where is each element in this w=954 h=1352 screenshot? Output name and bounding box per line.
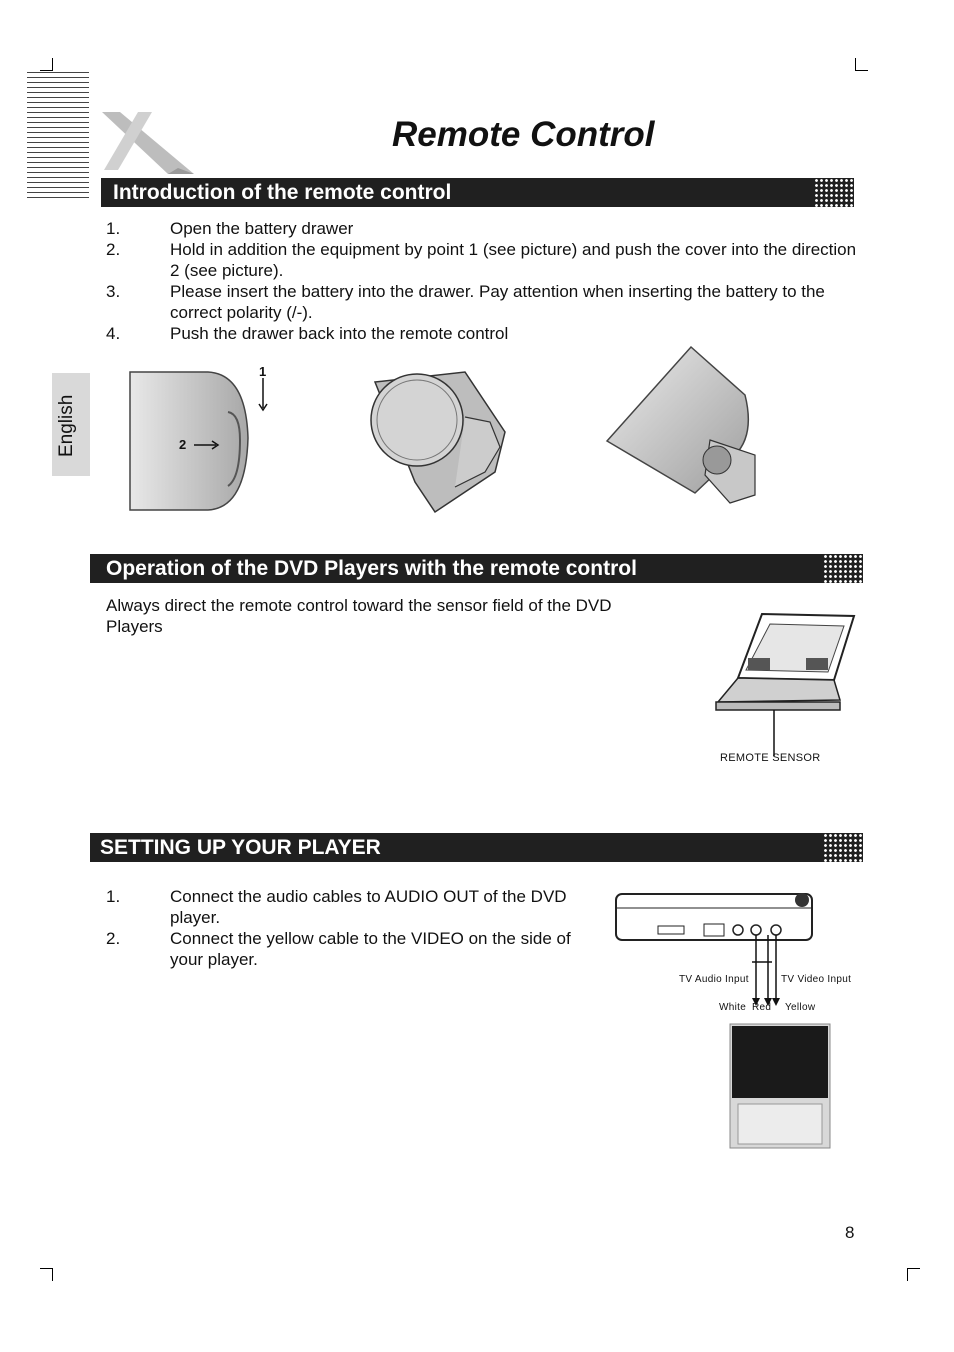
section-heading-setup (90, 833, 863, 862)
remote-sensor-label: REMOTE SENSOR (720, 752, 821, 764)
tv-audio-input-label: TV Audio Input (679, 974, 749, 985)
step-number: 4. (106, 324, 121, 343)
heading-dot-pattern (823, 554, 863, 583)
section-heading-operation-text: Operation of the DVD Players with the remote control (106, 557, 637, 580)
crop-mark-bottom-right (907, 1268, 920, 1281)
step-text: Connect the yellow cable to the VIDEO on the side of your player. (170, 929, 571, 969)
step-number: 1. (106, 219, 121, 238)
figure-label-point1: 1 (259, 364, 267, 379)
tv-video-input-label: TV Video Input (781, 974, 852, 985)
heading-dot-pattern (823, 833, 863, 862)
step-text: Hold in addition the equipment by point 1 (see picture) and push the cover into the direction 2 (see picture). (170, 240, 857, 280)
section-heading-setup-text: SETTING UP YOUR PLAYER (100, 836, 381, 859)
language-tab (52, 373, 90, 476)
remote-open-drawer-illustration (605, 345, 770, 505)
section-heading-intro (101, 178, 854, 207)
page-number: 8 (845, 1223, 855, 1242)
language-tab-label: English (56, 394, 77, 457)
yellow-cable-label: Yellow (785, 1002, 816, 1013)
page-title: Remote Control (392, 115, 655, 154)
operation-body-text: Always direct the remote control toward the sensor field of the DVD Players (106, 596, 612, 636)
battery-drawer-illustration (355, 362, 520, 514)
decorative-stripes (27, 72, 89, 198)
figure-label-point2: 2 (179, 437, 187, 452)
step-number: 2. (106, 929, 121, 948)
white-cable-label: White (719, 1002, 747, 1013)
heading-dot-pattern (814, 178, 854, 207)
crop-mark-top-left (40, 58, 53, 71)
section-heading-operation (90, 554, 863, 583)
section-heading-intro-text: Introduction of the remote control (113, 181, 452, 204)
step-text: Push the drawer back into the remote control (170, 324, 509, 343)
dvd-player-sensor-illustration (712, 610, 862, 770)
step-number: 3. (106, 282, 121, 301)
x-logo (98, 110, 198, 176)
step-number: 1. (106, 887, 121, 906)
step-text: Open the battery drawer (170, 219, 354, 238)
step-number: 2. (106, 240, 121, 259)
connection-diagram (612, 888, 862, 1153)
red-cable-label: Red (752, 1002, 772, 1013)
crop-mark-bottom-left (40, 1268, 53, 1281)
remote-cover-illustration (128, 364, 278, 514)
crop-mark-top-right (855, 58, 868, 71)
step-text: Please insert the battery into the drawer. Pay attention when inserting the battery to the correct polarity (/-). (170, 282, 825, 322)
step-text: Connect the audio cables to AUDIO OUT of the DVD player. (170, 887, 567, 927)
